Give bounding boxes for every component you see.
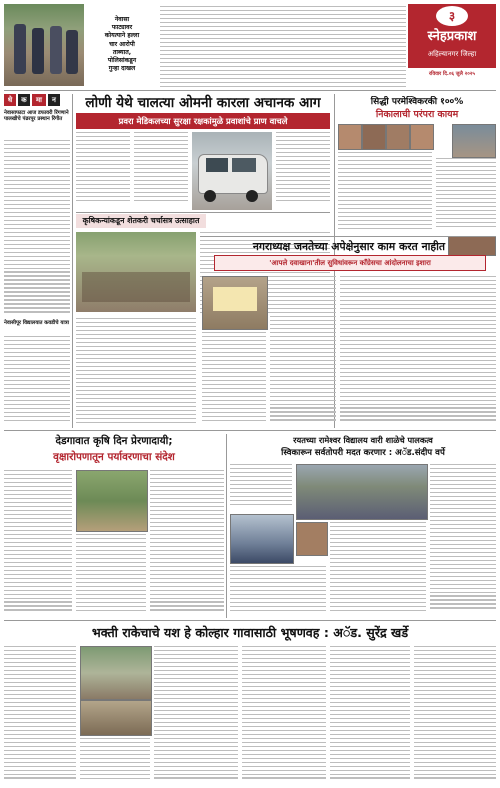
agri-body-lower bbox=[76, 318, 196, 426]
lead-headline: लोणी येथे चालत्या ओमनी कारला अचानक आग bbox=[85, 95, 321, 111]
nagar-headline: नगराध्यक्ष जनतेच्या अपेक्षेनुसार काम करत नाहीत bbox=[252, 240, 446, 253]
top-photo-caption bbox=[87, 16, 157, 73]
lead-photo-car bbox=[192, 132, 272, 210]
bottom-body-5 bbox=[330, 646, 410, 784]
badge: मा bbox=[32, 94, 46, 106]
seva-headline: देडगावात कृषि दिन प्रेरणादायी; bbox=[55, 435, 173, 447]
divider bbox=[4, 430, 496, 431]
edition-number: ३ bbox=[436, 6, 468, 26]
seva-body-2 bbox=[76, 534, 146, 616]
seva-body-1 bbox=[4, 470, 72, 616]
school-body-3 bbox=[330, 522, 426, 616]
caption-line: नेवासा bbox=[114, 16, 130, 23]
results-subheadline: निकालाची परंपरा कायम bbox=[375, 109, 459, 120]
badge: क bbox=[18, 94, 30, 106]
results-student-photo bbox=[338, 124, 362, 150]
caption-line: कोयत्याने हल्ला bbox=[104, 32, 140, 40]
school-photo-portrait bbox=[296, 522, 328, 556]
results-student-photo bbox=[386, 124, 410, 150]
bottom-body-3 bbox=[154, 646, 238, 784]
nagar-body-2 bbox=[340, 276, 496, 426]
results-headline: सिद्धी परमेश्विकरकी १००% bbox=[370, 97, 464, 107]
bottom-photo-2 bbox=[80, 700, 152, 736]
results-student-photo bbox=[410, 124, 434, 150]
seva-subheadline: वृक्षारोपणातून पर्यावरणाचा संदेश bbox=[53, 451, 175, 463]
school-photo-group bbox=[296, 464, 428, 520]
masthead bbox=[408, 4, 496, 80]
left-column-headline: नेवासाफाटा आज डफावरी रिंगणाने पालखीचे पंढरपूर प्रस्थान रिंगीत bbox=[4, 110, 69, 123]
results-left-body bbox=[338, 152, 432, 234]
section-badges bbox=[4, 94, 70, 106]
caption-line: चार आरोपी bbox=[109, 40, 135, 48]
left-column-second-body bbox=[4, 336, 70, 426]
bottom-body-6 bbox=[414, 646, 496, 784]
badge: धे bbox=[4, 94, 16, 106]
divider bbox=[4, 620, 496, 621]
nagar-body-3 bbox=[202, 332, 266, 426]
masthead-title: स्नेहप्रकाश bbox=[427, 29, 477, 44]
badge: न bbox=[48, 94, 60, 106]
school-body-1 bbox=[230, 464, 292, 510]
date-line: रविवार दि.०६ जुलै २०२५ bbox=[408, 68, 496, 80]
nagar-body-1 bbox=[270, 276, 336, 426]
divider bbox=[4, 90, 496, 91]
divider bbox=[76, 212, 330, 213]
bottom-headline: भक्ती राकेचाचे यश हे कोल्हार गावासाठी भूषणवह : अॅड. सुरेंद्र खर्डे bbox=[91, 625, 409, 640]
nagar-photo bbox=[202, 276, 268, 330]
caption-line: गुन्हा दाखल bbox=[108, 65, 136, 73]
column-divider bbox=[72, 94, 73, 428]
divider bbox=[200, 236, 496, 237]
results-student-photo bbox=[362, 124, 386, 150]
bottom-photo-1 bbox=[80, 646, 152, 700]
caption-line: फाट्यावर bbox=[111, 24, 133, 32]
nagar-subheadline: 'आपले दवाखाना'तील सुविधांवरून काँग्रेसचा आंदोलनाचा इशारा bbox=[214, 255, 486, 271]
lead-subheadline: प्रवरा मेडिकलच्या सुरक्षा रक्षकांमुळे प्रवाशांचे प्राण वाचले bbox=[76, 113, 330, 129]
seva-body-3 bbox=[150, 470, 224, 616]
school-body-2 bbox=[430, 464, 496, 616]
bottom-body-4 bbox=[242, 646, 326, 784]
lead-body-left bbox=[76, 132, 130, 202]
results-student-photo bbox=[452, 124, 496, 158]
caption-line: ताब्यात, bbox=[112, 48, 132, 56]
bottom-body-2 bbox=[80, 738, 150, 784]
masthead-subtitle: अहिल्यानगर जिल्हा bbox=[427, 50, 477, 58]
left-column-second-headline: नेवासीपूर विद्यालयात कवडीचे यात्रा bbox=[4, 320, 69, 326]
top-photo bbox=[4, 4, 84, 86]
school-headline-2: स्विकारून सर्वतोपरी मदत करणार : अॅड.संदीप वर्पे bbox=[281, 448, 445, 458]
agri-photo bbox=[76, 232, 196, 312]
left-column-body bbox=[4, 140, 70, 318]
seva-photo bbox=[76, 470, 148, 532]
school-photo-kids bbox=[230, 514, 294, 564]
school-body-4 bbox=[230, 566, 326, 616]
agri-headline: कृषिकन्यांकडून शेतकरी चर्चासत्र उत्साहात bbox=[76, 214, 206, 228]
lead-body-right bbox=[276, 132, 330, 202]
results-right-body bbox=[436, 158, 496, 234]
bottom-body-1 bbox=[4, 646, 76, 784]
top-story-body bbox=[160, 6, 406, 90]
caption-line: पोलिसांकडून bbox=[107, 57, 137, 65]
school-headline-1: रयतच्या रामेश्वर विद्यालय वारी शाळेचे पालकत्व bbox=[293, 435, 433, 445]
column-divider bbox=[226, 434, 227, 618]
lead-body-mid bbox=[134, 132, 188, 202]
